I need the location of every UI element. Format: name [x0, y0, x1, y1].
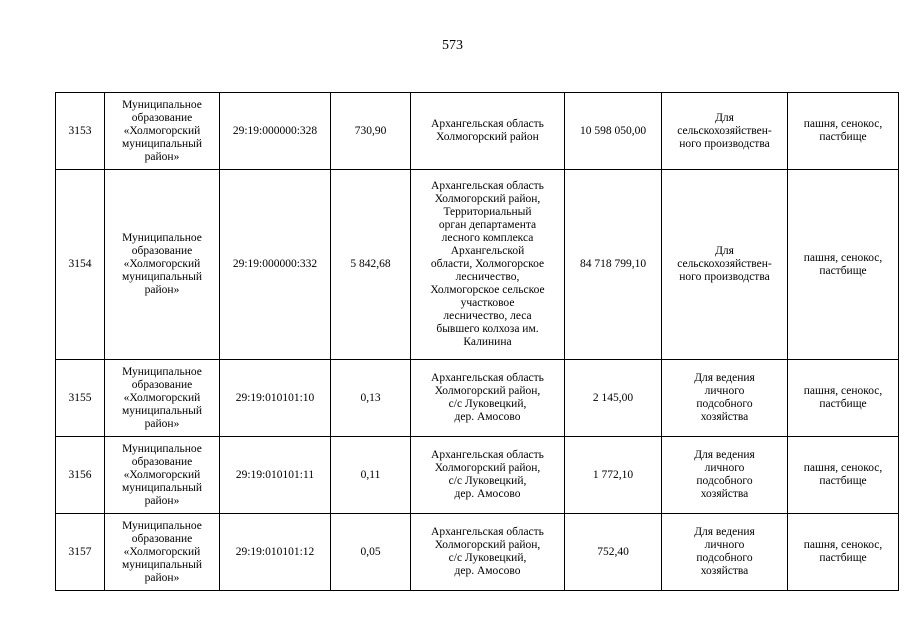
cadastral-number-cell: 29:19:010101:11	[220, 437, 331, 514]
page-number: 573	[442, 38, 463, 53]
location-cell: Архангельская область Холмогорский район, с/с Луковецкий, дер. Амосово	[411, 514, 565, 591]
location-cell: Архангельская область Холмогорский район, с/с Луковецкий, дер. Амосово	[411, 437, 565, 514]
table-row	[56, 170, 899, 360]
location-cell: Архангельская область Холмогорский район, с/с Луковецкий, дер. Амосово	[411, 360, 565, 437]
owner-cell: Муниципальное образование «Холмогорский муниципальный район»	[105, 437, 220, 514]
table-row	[56, 514, 899, 591]
row-number-cell: 3153	[56, 93, 105, 170]
purpose-cell: Для ведения личного подсобного хозяйства	[662, 514, 788, 591]
owner-cell: Муниципальное образование «Холмогорский муниципальный район»	[105, 93, 220, 170]
area-cell: 0,13	[331, 360, 411, 437]
cadastral-value-cell: 2 145,00	[565, 360, 662, 437]
cadastral-number-cell: 29:19:000000:328	[220, 93, 331, 170]
table-row	[56, 93, 899, 170]
cadastral-value-cell: 84 718 799,10	[565, 170, 662, 360]
land-use-cell: пашня, сенокос, пастбище	[788, 514, 899, 591]
owner-cell: Муниципальное образование «Холмогорский муниципальный район»	[105, 514, 220, 591]
purpose-cell: Для сельскохозяйствен- ного производства	[662, 93, 788, 170]
area-cell: 5 842,68	[331, 170, 411, 360]
cadastral-number-cell: 29:19:010101:10	[220, 360, 331, 437]
row-number-cell: 3157	[56, 514, 105, 591]
table-row	[56, 437, 899, 514]
cadastral-number-cell: 29:19:000000:332	[220, 170, 331, 360]
land-use-cell: пашня, сенокос, пастбище	[788, 360, 899, 437]
row-number-cell: 3155	[56, 360, 105, 437]
land-use-cell: пашня, сенокос, пастбище	[788, 93, 899, 170]
area-cell: 0,11	[331, 437, 411, 514]
table-row	[56, 360, 899, 437]
cadastral-value-cell: 1 772,10	[565, 437, 662, 514]
cadastral-value-cell: 10 598 050,00	[565, 93, 662, 170]
land-registry-table	[55, 92, 899, 591]
area-cell: 0,05	[331, 514, 411, 591]
area-cell: 730,90	[331, 93, 411, 170]
owner-cell: Муниципальное образование «Холмогорский муниципальный район»	[105, 170, 220, 360]
row-number-cell: 3156	[56, 437, 105, 514]
purpose-cell: Для ведения личного подсобного хозяйства	[662, 437, 788, 514]
land-use-cell: пашня, сенокос, пастбище	[788, 437, 899, 514]
owner-cell: Муниципальное образование «Холмогорский муниципальный район»	[105, 360, 220, 437]
location-cell: Архангельская область Холмогорский район, Территориальный орган департамента лесного комплекса Архангельской области, Холмогорское лесничество, Холмогорское сельское участковое лесничество, леса бывшего колхоза им. Калинина	[411, 170, 565, 360]
cadastral-number-cell: 29:19:010101:12	[220, 514, 331, 591]
cadastral-value-cell: 752,40	[565, 514, 662, 591]
row-number-cell: 3154	[56, 170, 105, 360]
purpose-cell: Для сельскохозяйствен- ного производства	[662, 170, 788, 360]
location-cell: Архангельская область Холмогорский район	[411, 93, 565, 170]
land-use-cell: пашня, сенокос, пастбище	[788, 170, 899, 360]
purpose-cell: Для ведения личного подсобного хозяйства	[662, 360, 788, 437]
